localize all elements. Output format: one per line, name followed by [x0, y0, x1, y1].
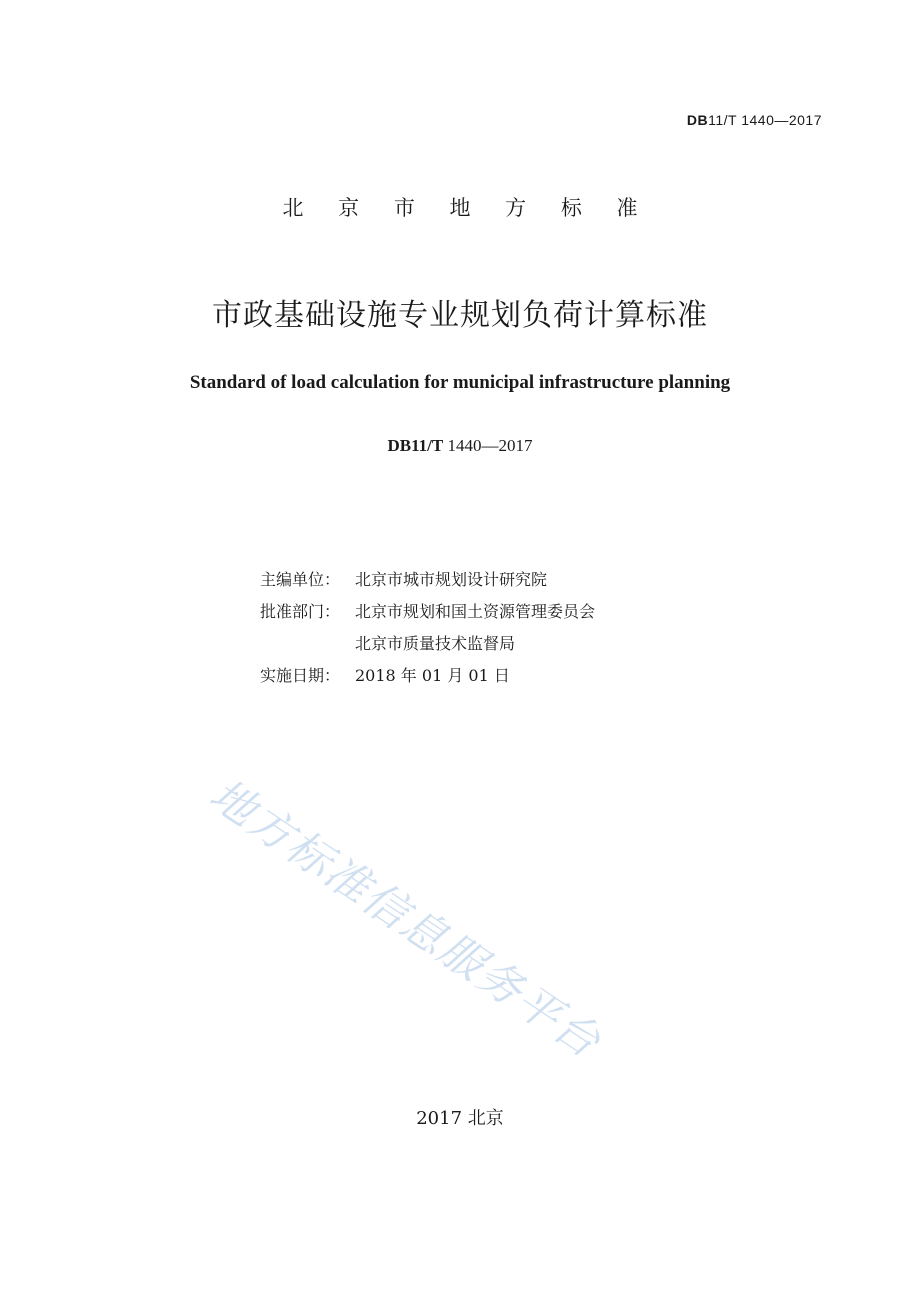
- document-code-header: [687, 112, 822, 128]
- approver-row: [260, 596, 595, 628]
- approver-value-1: 北京市规划和国土资源管理委员会: [355, 602, 596, 621]
- approver-row-2: [260, 628, 595, 660]
- approver-label: 批准部门：: [260, 602, 341, 621]
- standard-category: 北 京 市 地 方 标 准: [282, 196, 652, 220]
- document-code-prefix: DB: [686, 112, 709, 128]
- date-value: 2018 年 01 月 01 日: [355, 666, 510, 685]
- document-code-center-prefix: DB: [387, 436, 412, 455]
- document-code-number: 11/T 1440—2017: [708, 112, 822, 128]
- document-title-english: Standard of load calculation for municipal infrastructure planning: [189, 372, 731, 393]
- document-title-chinese: 市政基础设施专业规划负荷计算标准: [212, 298, 708, 333]
- editor-label: 主编单位：: [260, 570, 341, 589]
- editor-row: [260, 564, 595, 596]
- editor-value: 北京市城市规划设计研究院: [355, 570, 548, 589]
- date-row: [260, 660, 595, 692]
- document-code-center-number: 1440—2017: [443, 436, 533, 455]
- date-label: 实施日期：: [260, 666, 341, 685]
- publication-info: [260, 564, 595, 692]
- watermark: 地方标准信息服务平台: [200, 769, 611, 1069]
- document-code-center: [0, 436, 920, 456]
- footer-year-place: 2017 北京: [416, 1108, 504, 1129]
- document-code-center-middle: 11/T: [411, 436, 444, 455]
- approver-value-2: 北京市质量技术监督局: [355, 634, 516, 653]
